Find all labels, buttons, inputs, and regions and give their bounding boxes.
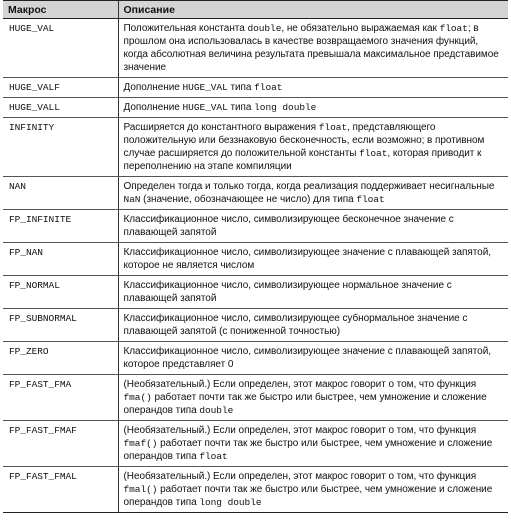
description-text: , не обязательно выражаемая как [281, 23, 440, 34]
description-cell [118, 342, 508, 375]
table-row [3, 78, 508, 98]
inline-code: float [199, 451, 228, 462]
table-row [3, 375, 508, 421]
macro-cell: FP_ZERO [3, 342, 118, 375]
table-row [3, 19, 508, 78]
table-row [3, 243, 508, 276]
description-text: работает почти так же быстро или быстрее, чем умножение и сложение операндов типа [123, 438, 493, 462]
inline-code: fmaf() [123, 438, 158, 449]
description-text: (Необязательный.) Если определен, этот макрос говорит о том, что функция [123, 425, 477, 436]
description-cell [118, 118, 508, 177]
description-text: Расширяется до константного выражения [123, 122, 319, 133]
description-cell [118, 467, 508, 513]
inline-code: double [247, 23, 282, 34]
description-cell [118, 210, 508, 243]
macro-cell: HUGE_VALF [3, 78, 118, 98]
table-row [3, 98, 508, 118]
inline-code: double [199, 405, 234, 416]
description-cell [118, 19, 508, 78]
header-macro: Макрос [3, 1, 118, 19]
inline-code: float [359, 148, 388, 159]
description-text: Положительная константа [123, 23, 248, 34]
description-text: , представляющего положительную или беззнаковую бесконечность, если возможно; в противном случае расширяется до положительной константы [123, 122, 485, 159]
macro-cell: FP_FAST_FMAF [3, 421, 118, 467]
inline-code: long double [254, 102, 317, 113]
description-cell [118, 276, 508, 309]
description-text: (Необязательный.) Если определен, этот макрос говорит о том, что функция [123, 471, 477, 482]
macro-cell: FP_NORMAL [3, 276, 118, 309]
macro-cell: FP_FAST_FMA [3, 375, 118, 421]
header-description: Описание [118, 1, 508, 19]
macro-cell: HUGE_VALL [3, 98, 118, 118]
inline-code: float [356, 194, 385, 205]
description-cell [118, 98, 508, 118]
description-cell [118, 375, 508, 421]
description-text: Классификационное число, символизирующее субнормальное значение с плавающей запятой (с пониженной точностью) [123, 313, 468, 337]
inline-code: HUGE_VAL [182, 82, 228, 93]
description-text: Классификационное число, символизирующее нормальное значение с плавающей запятой [123, 280, 452, 304]
macro-cell: FP_NAN [3, 243, 118, 276]
description-text: Определен тогда и только тогда, когда реализация поддерживает несигнальные [123, 181, 495, 192]
description-text: работает почти так же быстро или быстрее, чем умножение и сложение операндов типа [123, 484, 493, 508]
description-text: Классификационное число, символизирующее бесконечное значение с плавающей запятой [123, 214, 454, 238]
table-header [3, 1, 508, 19]
inline-code: float [318, 122, 348, 133]
table-row [3, 276, 508, 309]
description-cell [118, 177, 508, 210]
table-row [3, 421, 508, 467]
table-row [3, 342, 508, 375]
macro-cell: FP_INFINITE [3, 210, 118, 243]
table-row [3, 210, 508, 243]
description-text: Дополнение [123, 82, 183, 93]
macro-cell: HUGE_VAL [3, 19, 118, 78]
description-text: Дополнение [123, 102, 183, 113]
description-text: типа [227, 82, 255, 93]
macro-table [3, 0, 508, 513]
description-text: , которая приводит к переполнению на этапе компиляции [123, 148, 482, 172]
inline-code: long double [199, 497, 262, 508]
table-row [3, 118, 508, 177]
description-cell [118, 309, 508, 342]
description-text: работает почти так же быстро или быстрее, чем умножение и сложение операндов типа [123, 392, 487, 416]
description-text: Классификационное число, символизирующее значение с плавающей запятой, которое представляет 0 [123, 346, 491, 370]
description-text: Классификационное число, символизирующее значение с плавающей запятой, которое не является числом [123, 247, 491, 271]
inline-code: float [254, 82, 283, 93]
header-row [3, 1, 508, 19]
table-row [3, 309, 508, 342]
description-text: (значение, обозначающее не число) для типа [140, 194, 357, 205]
description-text: (Необязательный.) Если определен, этот макрос говорит о том, что функция [123, 379, 477, 390]
description-cell [118, 243, 508, 276]
table-body [3, 19, 508, 513]
inline-code: NaN [123, 194, 141, 205]
page [3, 0, 508, 513]
macro-cell: FP_FAST_FMAL [3, 467, 118, 513]
inline-code: fmal() [123, 484, 158, 495]
table-row [3, 467, 508, 513]
description-cell [118, 421, 508, 467]
description-cell [118, 78, 508, 98]
macro-cell: NAN [3, 177, 118, 210]
inline-code: HUGE_VAL [182, 102, 228, 113]
inline-code: float [439, 23, 468, 34]
inline-code: fma() [123, 392, 152, 403]
table-row [3, 177, 508, 210]
description-text: типа [227, 102, 255, 113]
description-text: ; в прошлом она использовалась в качестве возвращаемого значения функций, когда абсолютная величина результата превышала максимальное представимое значение [123, 23, 499, 73]
macro-cell: INFINITY [3, 118, 118, 177]
macro-cell: FP_SUBNORMAL [3, 309, 118, 342]
